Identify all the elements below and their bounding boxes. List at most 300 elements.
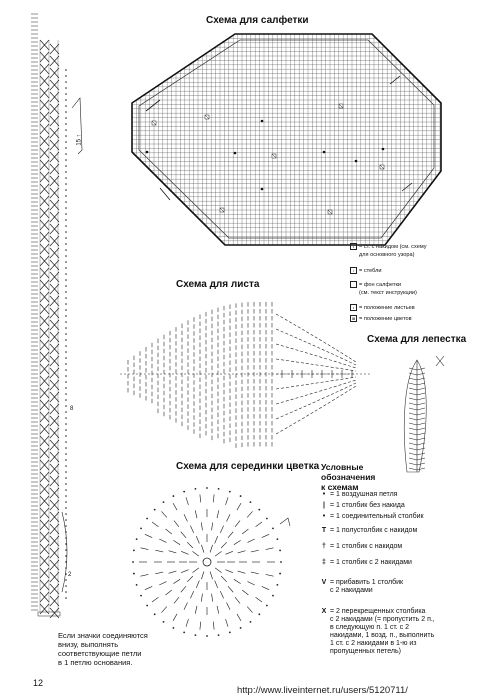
radial-stitch	[201, 522, 202, 530]
chain-dot	[65, 477, 67, 479]
radial-stitch	[201, 545, 203, 553]
chain-dot	[65, 297, 67, 299]
double-crochet-icon: †	[322, 543, 326, 550]
radial-stitch	[200, 622, 201, 630]
crossed-stitch-icon: X	[321, 608, 327, 615]
legend-item	[318, 491, 478, 499]
chain-dot	[65, 489, 67, 491]
legend-title-line: к схемам	[321, 482, 359, 492]
petal-stitch	[417, 468, 425, 470]
napkin-key-text: = положение цветов	[359, 315, 412, 322]
key-box-icon: •	[350, 304, 357, 311]
chain-dot	[65, 483, 67, 485]
chain-dot	[65, 255, 67, 257]
radial-stitch	[186, 619, 188, 627]
radial-stitch	[192, 568, 198, 573]
radial-stitch	[195, 510, 197, 518]
radial-stitch	[248, 582, 255, 585]
radial-stitch	[196, 580, 199, 587]
outer-chain-dot	[133, 573, 135, 575]
outer-chain-dot	[173, 495, 175, 497]
chain-dot	[65, 111, 67, 113]
key-box-icon: /	[350, 267, 357, 274]
outer-chain-dot	[276, 538, 278, 540]
chain-dot	[65, 219, 67, 221]
page-number: 12	[33, 678, 44, 688]
petal-stitch	[417, 438, 425, 440]
outer-chain-dot	[183, 491, 185, 493]
legend-item	[330, 632, 483, 640]
chain-dot	[65, 405, 67, 407]
petal-stitch	[409, 428, 417, 430]
petal-stitch	[417, 393, 425, 395]
leaf-rib	[276, 386, 356, 434]
legend-text: = 1 полустолбик с накидом	[330, 527, 418, 534]
note-line: Если значки соединяются	[58, 631, 148, 640]
outer-chain-dot	[240, 495, 242, 497]
chain-dot	[65, 165, 67, 167]
chain-dot	[65, 99, 67, 101]
chain-stitch-icon: •	[322, 491, 326, 498]
legend-text: = 1 соединительный столбик	[330, 513, 424, 520]
chain-dot	[65, 117, 67, 119]
chain-dot	[65, 249, 67, 251]
chain-dot	[65, 231, 67, 233]
petal-stitch	[409, 453, 417, 455]
radial-stitch	[226, 497, 228, 505]
petal-stitch	[409, 408, 417, 410]
leaf-rib	[276, 314, 356, 362]
petal-stitch	[409, 423, 417, 425]
petal-stitch	[417, 373, 425, 375]
petal-stitch	[417, 433, 425, 435]
chain-dot	[65, 213, 67, 215]
key-box-icon	[350, 281, 357, 288]
radial-stitch	[227, 603, 230, 610]
napkin-key-text: = положение листьев	[359, 304, 415, 311]
radial-stitch	[152, 597, 158, 602]
legend-title-line: обозначения	[321, 472, 376, 482]
radial-stitch	[247, 607, 252, 613]
petal-stitch	[417, 423, 425, 425]
radial-stitch	[186, 497, 188, 505]
outer-chain-dot	[195, 488, 197, 490]
leaf-rib	[276, 344, 356, 368]
petal-stitch	[417, 408, 425, 410]
leaf-rib	[276, 377, 356, 389]
border-strip-diagram	[31, 14, 82, 618]
radial-stitch	[215, 536, 218, 543]
legend-item	[318, 527, 478, 535]
outer-chain-dot	[206, 487, 208, 489]
leaf-position-dot	[382, 148, 385, 151]
slip-stitch-icon: •	[322, 513, 326, 520]
radial-stitch	[215, 568, 221, 573]
outer-chain-dot	[276, 584, 278, 586]
chain-dot	[65, 171, 67, 173]
chain-dot	[65, 501, 67, 503]
chain-dot	[65, 135, 67, 137]
petal-stitch	[409, 413, 417, 415]
legend-item	[330, 640, 483, 648]
watermark-url: http://www.liveinternet.ru/users/5120711/	[237, 685, 408, 696]
radial-stitch	[159, 582, 166, 585]
chain-dot	[65, 273, 67, 275]
legend-item	[318, 608, 478, 616]
radial-stitch	[251, 550, 259, 552]
radial-stitch	[173, 540, 180, 544]
legend-item	[318, 559, 478, 567]
legend-text: с 2 накидами	[330, 587, 373, 594]
chain-dot	[65, 447, 67, 449]
chain-dot	[65, 471, 67, 473]
napkin-key-text: = фон салфетки	[359, 281, 402, 288]
outer-chain-dot	[258, 613, 260, 615]
note-line: внизу, выполнять	[58, 640, 119, 649]
chain-dot	[65, 417, 67, 419]
radial-stitch	[225, 551, 232, 554]
radial-stitch	[217, 510, 219, 518]
chain-dot	[65, 153, 67, 155]
napkin-key-text: = ст. с накидом (см. схему	[359, 243, 427, 250]
chain-dot	[65, 333, 67, 335]
leaf-position-dot	[323, 151, 326, 154]
radial-stitch	[266, 574, 274, 576]
outer-chain-dot	[154, 509, 156, 511]
radial-stitch	[262, 586, 269, 589]
chain-dot	[65, 141, 67, 143]
radial-stitch	[155, 550, 163, 552]
radial-stitch	[161, 607, 166, 613]
legend-text: = 1 столбик с накидом	[330, 543, 403, 550]
radial-stitch	[187, 542, 193, 548]
radial-stitch	[169, 551, 177, 553]
legend-text: с 2 накидами (= пропустить 2 п.,	[330, 616, 435, 623]
radial-stitch	[251, 572, 259, 574]
note-line: соответствующие петли	[58, 649, 142, 658]
chain-dot	[65, 591, 67, 593]
chain-dot	[65, 357, 67, 359]
chain-dot	[65, 75, 67, 77]
chain-dot	[65, 279, 67, 281]
petal-stitch	[409, 463, 417, 465]
radial-stitch	[184, 514, 187, 521]
outer-chain-dot	[146, 518, 148, 520]
note-line: в 1 петлю основания.	[58, 658, 133, 667]
leaf-position-dot	[355, 160, 358, 163]
legend-text: накидами, 1 возд. п., выполнить	[330, 632, 435, 639]
radial-stitch	[235, 521, 240, 527]
legend-text: в следующую п. 1 ст. с 2	[330, 624, 410, 631]
napkin-key-item	[350, 243, 427, 251]
single-crochet-icon: |	[323, 502, 325, 509]
outer-chain-dot	[250, 621, 252, 623]
chain-dot	[65, 411, 67, 413]
leaf-rib	[276, 383, 356, 419]
radial-stitch	[196, 536, 199, 543]
radial-stitch	[210, 545, 212, 553]
leaf-title: Схема для листа	[176, 279, 260, 290]
radial-stitch	[159, 539, 166, 542]
radial-stitch	[145, 534, 152, 537]
petal-stitch	[417, 398, 425, 400]
petal-stitch	[417, 413, 425, 415]
napkin-key-item	[350, 315, 412, 323]
chain-dot	[65, 327, 67, 329]
leaf-rib	[276, 380, 356, 404]
radial-stitch	[237, 614, 241, 621]
radial-stitch	[161, 511, 166, 517]
outer-chain-dot	[140, 528, 142, 530]
chain-dot	[65, 345, 67, 347]
petal-stitch	[409, 393, 417, 395]
radial-stitch	[187, 576, 193, 582]
radial-stitch	[235, 597, 240, 603]
chain-dot	[65, 285, 67, 287]
outer-chain-dot	[183, 631, 185, 633]
petal-stitch	[409, 403, 417, 405]
outer-chain-dot	[163, 621, 165, 623]
chain-dot	[65, 195, 67, 197]
petal-stitch	[409, 418, 417, 420]
radial-stitch	[169, 571, 177, 573]
chain-dot	[65, 201, 67, 203]
leaf-rib	[276, 359, 356, 371]
chain-dot	[65, 381, 67, 383]
outer-chain-dot	[280, 561, 282, 563]
key-box-icon: •	[350, 243, 357, 250]
center-ring	[203, 558, 211, 566]
chain-dot	[65, 87, 67, 89]
chain-dot	[65, 147, 67, 149]
outer-chain-dot	[146, 605, 148, 607]
outer-chain-dot	[133, 550, 135, 552]
half-double-icon: T	[321, 527, 327, 534]
legend-text: = 1 воздушная петля	[330, 491, 398, 498]
chain-dot	[65, 81, 67, 83]
radial-stitch	[225, 570, 232, 573]
radial-stitch	[215, 551, 221, 556]
outer-chain-dot	[258, 509, 260, 511]
napkin-key-item	[359, 252, 414, 259]
radial-stitch	[220, 591, 223, 598]
chain-dot	[65, 261, 67, 263]
petal-stitch	[409, 468, 417, 470]
napkin-title: Схема для салфетки	[206, 15, 309, 26]
petal-stitch	[417, 403, 425, 405]
strip-row-label: 15 ↑	[76, 134, 83, 146]
radial-stitch	[173, 503, 177, 510]
petal-stitch	[417, 388, 425, 390]
outer-chain-dot	[140, 595, 142, 597]
radial-stitch	[174, 521, 179, 527]
chain-dot	[65, 525, 67, 527]
chain-dot	[65, 129, 67, 131]
radial-stitch	[228, 586, 233, 592]
napkin-key-item	[359, 290, 417, 297]
petal-stitch	[417, 458, 425, 460]
outer-chain-dot	[250, 501, 252, 503]
radial-stitch	[242, 590, 248, 595]
legend-item	[318, 543, 478, 551]
radial-stitch	[238, 571, 246, 573]
chain-dot	[65, 93, 67, 95]
radial-stitch	[256, 522, 262, 527]
radial-stitch	[212, 594, 213, 602]
radial-stitch	[247, 511, 252, 517]
radial-stitch	[181, 586, 186, 592]
chain-dot	[65, 207, 67, 209]
outer-chain-dot	[272, 528, 274, 530]
radial-stitch	[234, 579, 241, 583]
radial-stitch	[166, 590, 172, 595]
radial-stitch	[155, 572, 163, 574]
radial-stitch	[166, 529, 172, 534]
increase-icon: V	[321, 579, 327, 586]
legend-item	[330, 616, 483, 624]
radial-stitch	[217, 606, 219, 614]
outer-chain-dot	[173, 627, 175, 629]
radial-stitch	[181, 551, 188, 554]
chain-dot	[65, 513, 67, 515]
radial-stitch	[200, 494, 201, 502]
petal-diagram	[404, 356, 444, 472]
chain-dot	[65, 123, 67, 125]
napkin-grid	[132, 34, 441, 245]
radial-stitch	[173, 579, 180, 583]
radial-stitch	[140, 574, 148, 576]
radial-stitch	[181, 532, 186, 538]
chain-dot	[65, 399, 67, 401]
legend-item	[318, 513, 478, 521]
leaf-position-dot	[234, 152, 237, 155]
radial-stitch	[190, 526, 193, 533]
key-box-icon: ⊠	[351, 316, 356, 321]
legend-item	[330, 587, 483, 595]
napkin-key-text: = стебли	[359, 267, 382, 274]
napkin-key-item	[350, 304, 415, 312]
radial-stitch	[220, 526, 223, 533]
radial-stitch	[213, 622, 214, 630]
chain-dot	[65, 183, 67, 185]
radial-stitch	[190, 591, 193, 598]
chain-dot	[65, 363, 67, 365]
petal-stitch	[409, 443, 417, 445]
chain-dot	[65, 303, 67, 305]
chain-dot	[65, 585, 67, 587]
chain-dot	[65, 267, 67, 269]
radial-stitch	[226, 619, 228, 627]
chain-dot	[65, 459, 67, 461]
outer-chain-dot	[240, 627, 242, 629]
petal-stitch	[409, 458, 417, 460]
outer-chain-dot	[229, 631, 231, 633]
radial-stitch	[173, 614, 177, 621]
radial-stitch	[145, 586, 152, 589]
radial-stitch	[192, 551, 198, 556]
treble-crochet-icon: ‡	[322, 559, 326, 566]
leaf-rib	[276, 329, 356, 365]
stem-mark	[146, 100, 160, 111]
chain-dot	[65, 69, 67, 71]
outer-chain-dot	[132, 561, 134, 563]
radial-stitch	[213, 494, 214, 502]
radial-stitch	[227, 514, 230, 521]
outer-chain-dot	[279, 550, 281, 552]
outer-chain-dot	[154, 613, 156, 615]
outer-chain-dot	[279, 573, 281, 575]
legend-text: = 1 столбик с 2 накидами	[330, 559, 412, 566]
chain-dot	[65, 453, 67, 455]
legend-text: = 1 столбик без накида	[330, 502, 405, 509]
chain-dot	[65, 579, 67, 581]
chain-dot	[65, 495, 67, 497]
legend-item	[330, 648, 483, 656]
chain-dot	[65, 321, 67, 323]
chain-dot	[65, 339, 67, 341]
legend-item	[330, 624, 483, 632]
petal-stitch	[409, 368, 417, 370]
direction-arrow	[280, 518, 290, 526]
radial-stitch	[234, 540, 241, 544]
leaf-position-dot	[261, 188, 264, 191]
chain-dot	[65, 105, 67, 107]
outer-chain-dot	[195, 634, 197, 636]
flower-center-diagram	[132, 487, 290, 637]
chain-dot	[65, 237, 67, 239]
radial-stitch	[248, 539, 255, 542]
outer-chain-dot	[229, 491, 231, 493]
radial-stitch	[174, 597, 179, 603]
chain-dot	[65, 309, 67, 311]
radial-stitch	[262, 534, 269, 537]
radial-stitch	[221, 542, 227, 548]
chain-dot	[65, 549, 67, 551]
radial-stitch	[195, 606, 197, 614]
stem-mark	[160, 188, 170, 200]
chain-dot	[65, 435, 67, 437]
center-title: Схема для серединки цветка	[176, 461, 320, 472]
outer-chain-dot	[163, 501, 165, 503]
napkin-inner-border	[139, 40, 434, 238]
chain-dot	[65, 375, 67, 377]
chain-dot	[65, 441, 67, 443]
chain-dot	[65, 159, 67, 161]
radial-stitch	[242, 529, 248, 534]
chain-dot	[65, 291, 67, 293]
petal-stitch	[409, 398, 417, 400]
chain-dot	[65, 225, 67, 227]
radial-stitch	[266, 548, 274, 550]
petal-stitch	[417, 418, 425, 420]
strip-row-label: 8	[70, 406, 74, 412]
napkin-key-item	[350, 281, 401, 289]
leaf-position-dot	[146, 151, 149, 154]
radial-stitch	[256, 597, 262, 602]
radial-stitch	[152, 522, 158, 527]
legend-text: = 2 перекрещенных столбика	[330, 608, 426, 615]
radial-stitch	[221, 576, 227, 582]
joining-note	[58, 631, 148, 667]
radial-stitch	[201, 572, 203, 580]
chain-dot	[65, 243, 67, 245]
chain-dot	[65, 597, 67, 599]
chain-dot	[65, 351, 67, 353]
petal-arrow	[436, 356, 444, 366]
radial-stitch	[140, 548, 148, 550]
petal-stitch	[409, 433, 417, 435]
outer-chain-dot	[266, 518, 268, 520]
